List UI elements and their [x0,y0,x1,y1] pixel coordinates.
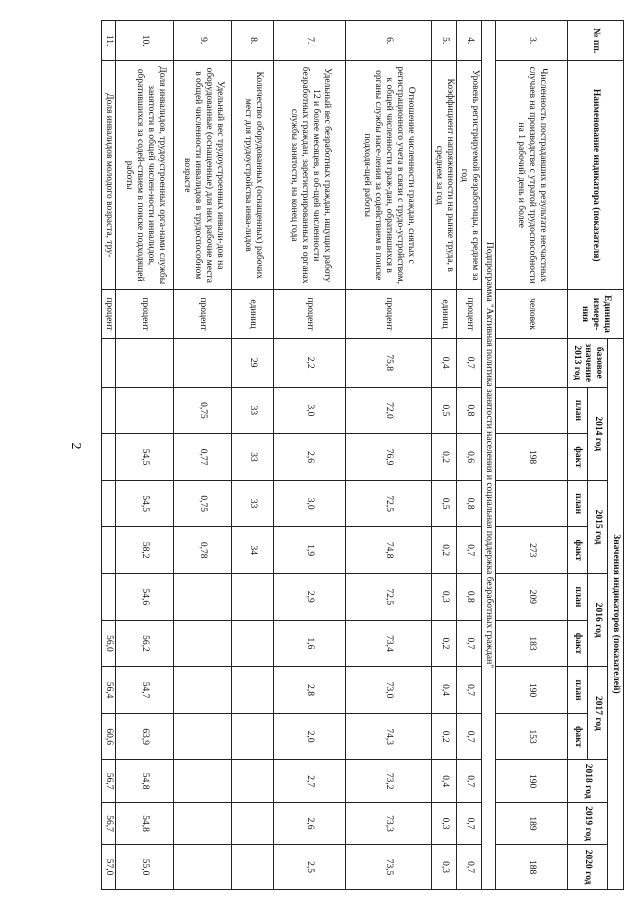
header-name: Наименование индикатора (показателя) [568,61,624,290]
row-value-2018: 73,2 [346,760,432,802]
row-fact-2016: 0,2 [432,620,457,667]
row-unit: процент [102,290,116,339]
row-plan-2014 [496,387,568,434]
row-name: Удельный вес безработных граждан, ищущих работу 12 и более месяцев, в об-щей численности безработных граждан, зарегистрированных в органах службы занятости, на конец года [274,61,346,290]
table-row [496,21,568,890]
row-plan-2016: 209 [496,574,568,621]
row-plan-2014 [116,387,174,434]
row-base: 75,8 [346,338,432,387]
page-number: 2 [68,442,83,450]
row-fact-2017: 60,6 [102,713,116,760]
row-plan-2016: 0,3 [432,574,457,621]
row-num: 11. [102,21,116,61]
row-value-2018: 54,8 [116,760,174,802]
row-base: 2,2 [274,338,346,387]
row-unit: процент [174,290,232,339]
table-row [457,21,482,890]
row-value-2018: 56,7 [102,760,116,802]
row-plan-2016: 0,8 [457,574,482,621]
row-plan-2016: 54,6 [116,574,174,621]
table-row [432,21,457,890]
row-value-2018 [174,760,232,802]
header-year-2014: 2014 год [588,387,608,480]
row-fact-2015: 273 [496,527,568,574]
row-fact-2017: 2,0 [274,713,346,760]
row-value-2020 [232,845,274,890]
table-row [102,21,116,890]
row-unit: единиц [232,290,274,339]
row-value-2019: 2,6 [274,802,346,844]
row-fact-2016 [174,620,232,667]
row-unit: процент [116,290,174,339]
row-base: 29 [232,338,274,387]
row-fact-2016: 73,4 [346,620,432,667]
header-base: базовое значение 2013 год [568,338,608,387]
row-value-2019: 0,3 [432,802,457,844]
row-value-2020: 0,7 [457,845,482,890]
row-value-2019: 56,7 [102,802,116,844]
row-name: Доля инвалидов, трудоустроенных орга-нами службы занятости в общей числен-ности инвалидов, обратившихся за содей-ствием в поиске подходящей работы [116,61,174,290]
row-fact-2015: 0,2 [432,527,457,574]
row-fact-2015: 74,8 [346,527,432,574]
row-fact-2017: 63,9 [116,713,174,760]
header-values-group: Значения индикаторов (показателей) [608,338,624,889]
row-fact-2016: 0,7 [457,620,482,667]
row-name: Доля инвалидов молодого возраста, тру- [102,61,116,290]
row-plan-2017: 0,4 [432,667,457,714]
row-plan-2017 [174,667,232,714]
table-row [116,21,174,890]
row-fact-2015 [102,527,116,574]
row-num: 3. [496,21,568,61]
header-plan: план [568,667,588,714]
row-plan-2014: 3,0 [274,387,346,434]
row-plan-2016 [174,574,232,621]
row-fact-2016: 1,6 [274,620,346,667]
row-plan-2017: 73,0 [346,667,432,714]
row-fact-2014: 0,77 [174,434,232,481]
subprogram-row [482,21,496,890]
row-fact-2014: 76,9 [346,434,432,481]
row-num: 4. [457,21,482,61]
row-fact-2016: 56,2 [116,620,174,667]
row-plan-2015: 0,8 [457,480,482,527]
row-fact-2017: 0,2 [432,713,457,760]
row-name: Численность пострадавших в результате несчастных случаев на производстве с утратой трудоспособности на 1 рабочий день и более [496,61,568,290]
row-fact-2015: 34 [232,527,274,574]
row-fact-2014: 0,2 [432,434,457,481]
row-value-2020: 55,0 [116,845,174,890]
row-fact-2016: 56,0 [102,620,116,667]
row-value-2019 [232,802,274,844]
row-plan-2017: 190 [496,667,568,714]
row-base: 0,7 [457,338,482,387]
row-value-2018 [232,760,274,802]
row-plan-2016: 72,5 [346,574,432,621]
row-num: 7. [274,21,346,61]
row-plan-2017 [232,667,274,714]
header-unit: Единица измере-ния [568,290,624,339]
row-fact-2015: 0,78 [174,527,232,574]
row-base [116,338,174,387]
row-plan-2015 [496,480,568,527]
row-unit: процент [274,290,346,339]
row-num: 9. [174,21,232,61]
row-unit: единиц [432,290,457,339]
subprogram-title: Подпрограмма "Активная политика занятости населения и социальная поддержка безработных граждан" [482,21,496,890]
row-unit: процент [346,290,432,339]
header-year-2016: 2016 год [588,574,608,667]
row-name: Коэффициент напряженности на рынке труда, в среднем за год [432,61,457,290]
row-plan-2015: 0,5 [432,480,457,527]
row-plan-2015: 72,5 [346,480,432,527]
table-row [174,21,232,890]
row-plan-2014: 0,75 [174,387,232,434]
row-fact-2015: 1,9 [274,527,346,574]
row-fact-2014: 54,5 [116,434,174,481]
row-fact-2015: 0,7 [457,527,482,574]
table-row [232,21,274,890]
table-row [346,21,432,890]
row-plan-2017: 2,8 [274,667,346,714]
header-fact: факт [568,434,588,481]
row-value-2020: 0,3 [432,845,457,890]
row-plan-2016: 2,9 [274,574,346,621]
row-fact-2016 [232,620,274,667]
row-value-2019: 0,7 [457,802,482,844]
header-year-2020: 2020 год [568,845,608,890]
row-plan-2016 [102,574,116,621]
indicators-table [101,20,624,890]
row-plan-2014: 72,0 [346,387,432,434]
row-num: 6. [346,21,432,61]
row-value-2020 [174,845,232,890]
row-plan-2014: 33 [232,387,274,434]
row-fact-2014: 198 [496,434,568,481]
row-fact-2014 [102,434,116,481]
row-value-2019: 189 [496,802,568,844]
row-base: 0,4 [432,338,457,387]
row-fact-2017: 153 [496,713,568,760]
row-plan-2016 [232,574,274,621]
row-name: Отношение численности граждан, снятых с регистрационного учета в связи с трудо-устройством, к общей численности граж-дан, обратившихся в органы службы насе-ления за содействием в поиске подходя-щей работы [346,61,432,290]
row-num: 10. [116,21,174,61]
header-fact: факт [568,620,588,667]
header-year-2017: 2017 год [588,667,608,760]
row-plan-2014: 0,8 [457,387,482,434]
row-plan-2017: 0,7 [457,667,482,714]
row-plan-2017: 54,7 [116,667,174,714]
row-fact-2014: 33 [232,434,274,481]
row-fact-2017 [232,713,274,760]
row-plan-2017: 56,4 [102,667,116,714]
row-plan-2015: 33 [232,480,274,527]
row-value-2018: 2,7 [274,760,346,802]
row-value-2020: 2,5 [274,845,346,890]
row-name: Количество оборудованных (оснащенных) рабочих мест для трудоустройства инва-лидов [232,61,274,290]
row-value-2020: 73,5 [346,845,432,890]
row-fact-2017: 74,3 [346,713,432,760]
indicators-sheet [104,20,624,890]
row-plan-2015 [102,480,116,527]
row-fact-2017 [174,713,232,760]
header-fact: факт [568,527,588,574]
header-year-2019: 2019 год [568,802,608,844]
row-plan-2015: 3,0 [274,480,346,527]
table-row [274,21,346,890]
row-plan-2015: 54,5 [116,480,174,527]
row-unit: процент [457,290,482,339]
row-plan-2014 [102,387,116,434]
row-num: 8. [232,21,274,61]
header-plan: план [568,480,588,527]
row-fact-2014: 0,6 [457,434,482,481]
row-fact-2015: 58,2 [116,527,174,574]
row-fact-2016: 183 [496,620,568,667]
row-value-2018: 0,4 [432,760,457,802]
row-fact-2017: 0,7 [457,713,482,760]
row-name: Уровень регистрируемой безработицы, в среднем за год [457,61,482,290]
row-base [102,338,116,387]
header-year-2018: 2018 год [568,760,608,802]
header-fact: факт [568,713,588,760]
row-unit: человек [496,290,568,339]
header-num: № пп. [568,21,624,61]
row-base [174,338,232,387]
row-plan-2014: 0,5 [432,387,457,434]
row-base [496,338,568,387]
row-num: 5. [432,21,457,61]
header-plan: план [568,574,588,621]
header-year-2015: 2015 год [588,480,608,573]
row-name: Удельный вес трудоустроенных инвали-дов на оборудованные (оснащенные) для них рабочие места в общей численности инвалидов в трудоспособном возрасте [174,61,232,290]
row-plan-2015: 0,75 [174,480,232,527]
row-value-2020: 188 [496,845,568,890]
header-plan: план [568,387,588,434]
row-value-2019 [174,802,232,844]
row-value-2020: 57,0 [102,845,116,890]
row-value-2018: 190 [496,760,568,802]
row-value-2018: 0,7 [457,760,482,802]
row-value-2019: 54,8 [116,802,174,844]
row-value-2019: 73,3 [346,802,432,844]
row-fact-2014: 2,6 [274,434,346,481]
